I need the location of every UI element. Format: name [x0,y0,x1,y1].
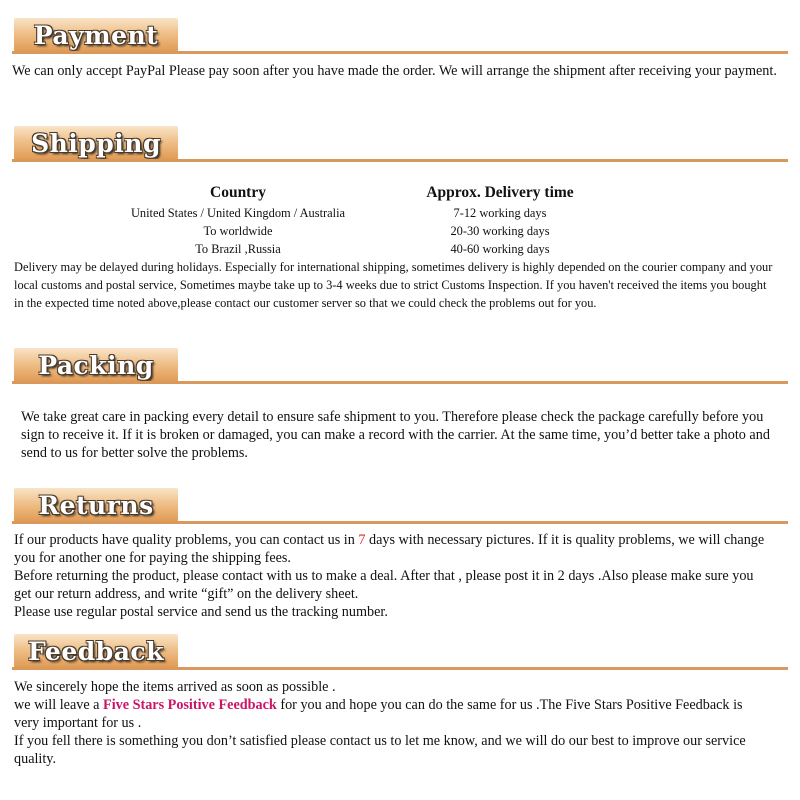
shipping-rule [12,159,788,162]
feedback-rule [12,667,788,670]
time-cell: 20-30 working days [450,223,550,238]
country-cell: To worldwide [203,223,273,238]
five-stars-highlight: Five Stars Positive Feedback [103,697,277,713]
table-row [102,222,626,240]
returns-rule [12,521,788,524]
shipping-title: Shipping [31,129,161,158]
time-cell: 7-12 working days [453,205,547,220]
returns-paragraph-2: Before returning the product, please contact with us to make a deal. After that , please post it in 2 days .Also please make sure you get our return address, and write “gift” on the delivery sheet. [14,568,754,602]
table-row [102,204,626,222]
returns-text [14,531,766,621]
time-cell: 40-60 working days [450,241,550,256]
payment-header [14,18,178,52]
feedback-paragraph-1: We sincerely hope the items arrived as soon as possible . [14,679,336,695]
returns-paragraph-1: If our products have quality problems, you can contact us in 7 days with necessary pictures. If it is quality problems, we will change you for another one for paying the shipping fees. [14,532,765,566]
feedback-paragraph-2: we will leave a Five Stars Positive Feedback for you and hope you can do the same for us .The Five Stars Positive Feedback is very important for us . [14,697,743,731]
feedback-text [14,678,766,768]
packing-text: We take great care in packing every detail to ensure safe shipment to you. Therefore please check the package carefully before you sign to receive it. If it is broken or damaged, you can make a record with the carrier. At the same time, you’d better take a photo and send to us for better solve the problems. [21,409,770,461]
packing-header [14,348,178,382]
feedback-header [14,634,178,668]
payment-title: Payment [33,21,159,50]
payment-text: We can only accept PayPal Please pay soon after you have made the order. We will arrange the shipment after receiving your payment. [12,63,777,79]
col-header-country: Country [210,184,266,201]
feedback-paragraph-3: If you fell there is something you don’t satisfied please contact us to let me know, and we will do our best to improve our service quality. [14,733,746,767]
shipping-header [14,126,178,160]
returns-header [14,488,178,522]
col-header-delivery-time: Approx. Delivery time [426,184,574,201]
country-cell: United States / United Kingdom / Australia [130,205,346,220]
returns-paragraph-3: Please use regular postal service and send us the tracking number. [14,604,388,620]
packing-title: Packing [38,351,154,380]
feedback-title: Feedback [28,637,164,666]
returns-title: Returns [38,491,154,520]
table-row [102,240,626,258]
return-days-highlight: 7 [358,532,366,548]
shipping-table [102,182,626,258]
country-cell: To Brazil ,Russia [195,241,281,256]
packing-rule [12,381,788,384]
payment-rule [12,51,788,54]
shipping-note: Delivery may be delayed during holidays. Especially for international shipping, sometimes delivery is highly depended on the courier company and your local customs and postal service, Sometimes maybe take up to 3-4 weeks due to strict Customs Inspection. If you haven't received the items you bought in the expected time noted above,please contact our customer server so that we could check the problems out for you. [14,260,773,310]
